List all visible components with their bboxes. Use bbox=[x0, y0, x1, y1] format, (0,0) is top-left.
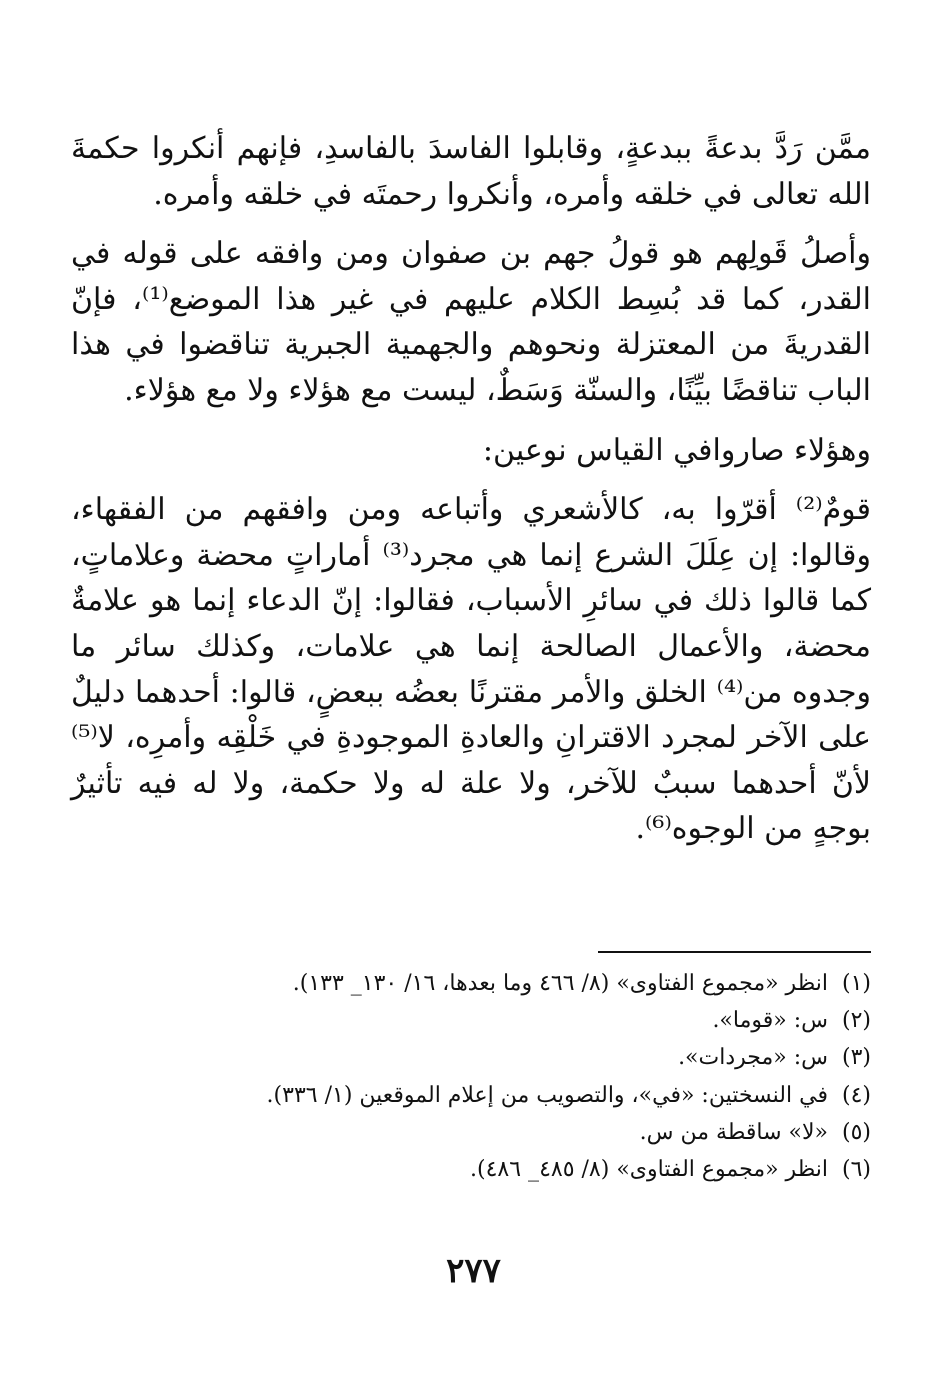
body-paragraph-1: ممَّن رَدَّ بدعةً ببدعةٍ، وقابلوا الفاسدَ بالفاسدِ، فإنهم أنكروا حكمةَ الله تعالى في خلقه وأمره، وأنكروا رحمتَه في خلقه وأمره. bbox=[71, 131, 871, 212]
footnote-text: انظر «مجموع الفتاوى» (٨/ ٤٨٥_ ٤٨٦). bbox=[470, 1156, 828, 1182]
main-text bbox=[71, 126, 871, 866]
footnote-number: (١) bbox=[841, 971, 871, 996]
footnote-number: (٥) bbox=[841, 1119, 871, 1145]
footnote-item bbox=[71, 1040, 871, 1075]
footnote-item bbox=[71, 1078, 871, 1113]
footnote-number: (٦) bbox=[841, 1156, 871, 1182]
footnote-separator bbox=[598, 951, 871, 953]
footnote-item bbox=[71, 1152, 871, 1187]
page-number: ٢٧٧ bbox=[446, 1251, 501, 1291]
footnote-text: «لا» ساقطة من س. bbox=[639, 1119, 828, 1145]
footnotes bbox=[71, 966, 871, 1189]
footnote-number: (٤) bbox=[841, 1082, 871, 1108]
footnote-text: س: «قوما». bbox=[712, 1008, 828, 1034]
footnote-item bbox=[71, 1003, 871, 1038]
footnote-item bbox=[71, 1115, 871, 1150]
footnote-text: في النسختين: «في»، والتصويب من إعلام الموقعين (١/ ٣٣٦). bbox=[266, 1082, 828, 1108]
footnote-number: (٣) bbox=[841, 1045, 871, 1071]
footnote-text: س: «مجردات». bbox=[678, 1045, 828, 1071]
body-paragraph-4: قومٌ⁽²⁾ أقرّوا به، كالأشعري وأتباعه ومن وافقهم من الفقهاء، وقالوا: إن عِلَلَ الشرع إنما هي مجرد⁽³⁾ أماراتٍ محضة وعلاماتٍ، كما قالوا ذلك في سائرِ الأسباب، فقالوا: إنّ الدعاء إنما هو علامةٌ محضة، والأعمال الصالحة إنما هي علامات، وكذلك سائر ما وجدوه من⁽⁴⁾ الخلق والأمر مقترنًا بعضُه ببعضٍ، قالوا: أحدهما دليلٌ على الآخر لمجرد الاقترانِ والعادةِ الموجودةِ في خَلْقِه وأمرِه، لا⁽⁵⁾ لأنّ أحدهما سببٌ للآخر، ولا علة له ولا حكمة، ولا له فيه تأثيرٌ بوجهٍ من الوجوه⁽⁶⁾. bbox=[71, 492, 871, 847]
body-paragraph-3: وهؤلاء صاروافي القياس نوعين: bbox=[482, 432, 871, 468]
footnote-text: انظر «مجموع الفتاوى» (٨/ ٤٦٦ وما بعدها، ١٦/ ١٣٠_ ١٣٣). bbox=[292, 971, 828, 996]
footnote-number: (٢) bbox=[841, 1008, 871, 1034]
footnote-item bbox=[71, 966, 871, 1001]
body-paragraph-2: وأصلُ قَولِهم هو قولُ جهم بن صفوان ومن وافقه على قوله في القدر، كما قد بُسِط الكلام عليهم في غير هذا الموضع⁽¹⁾، فإنّ القدريةَ من المعتزلة ونحوهم والجهمية الجبرية تناقضوا في هذا الباب تناقضًا بيِّنًا، والسنّة وَسَطٌ، ليست مع هؤلاء ولا مع هؤلاء. bbox=[71, 236, 872, 408]
